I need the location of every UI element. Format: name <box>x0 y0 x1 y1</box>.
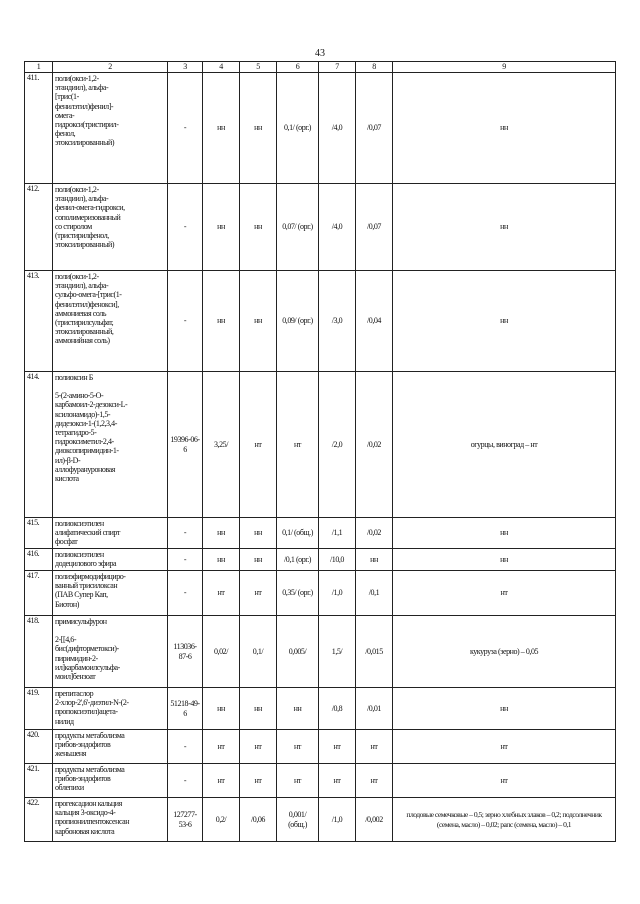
substance-name-line: женьшеня <box>55 749 86 759</box>
substance-name-line: пропоксиэтил)ацета- <box>55 707 118 717</box>
col9-value: нн <box>393 73 616 184</box>
col5-value: нн <box>240 271 277 372</box>
substance-name-line: моил]бензоат <box>55 672 96 682</box>
col4-value: нт <box>203 571 240 616</box>
substance-name-line: продукты метаболизма <box>55 765 125 774</box>
col8-value: /0,07 <box>356 184 393 271</box>
col-header-1: 1 <box>25 62 53 73</box>
substance-name-line <box>55 382 165 391</box>
col-header-6: 6 <box>277 62 319 73</box>
col-header-9: 9 <box>393 62 616 73</box>
col-header-7: 7 <box>319 62 356 73</box>
substance-name-line: алифатический спирт <box>55 528 120 538</box>
row-number: 413. <box>25 271 53 372</box>
col7-value: /10,0 <box>319 549 356 571</box>
row-number: 416. <box>25 549 53 571</box>
substance-name-line: поли(окси-1,2- <box>55 74 99 83</box>
substance-name-line: сополимеризованный <box>55 212 121 222</box>
substance-name-line: бис(дифторметокси)- <box>55 644 119 654</box>
cas-number: - <box>168 764 203 798</box>
substance-name <box>53 184 168 271</box>
substance-name-line: дидезокси-1-(1,2,3,4- <box>55 418 117 428</box>
substance-name-line: аммониевая соль <box>55 308 107 318</box>
substance-name-line: прогексадион кальция <box>55 799 122 808</box>
substance-name-line: карбамоил-2-дезокси-L- <box>55 400 128 410</box>
substance-name <box>53 571 168 616</box>
substance-name-line <box>55 626 165 635</box>
table-row <box>25 73 616 184</box>
col4-value: нн <box>203 518 240 549</box>
substance-name-line: грибов-эндофитов <box>55 774 111 784</box>
substance-name-line: фенилэтил)фенокси], <box>55 299 119 309</box>
substance-name-line: ил]карбамоилсульфа- <box>55 662 120 672</box>
col5-value: нн <box>240 73 277 184</box>
col6-value: 0,001/ (общ.) <box>277 798 319 842</box>
col4-value: нн <box>203 271 240 372</box>
col8-value: /0,015 <box>356 616 393 688</box>
col6-value: 0,1/ (общ.) <box>277 518 319 549</box>
col5-value: нн <box>240 688 277 730</box>
table-row <box>25 271 616 372</box>
table-row <box>25 688 616 730</box>
col8-value: /0,07 <box>356 73 393 184</box>
substance-name-line: пиримидин-2- <box>55 653 98 663</box>
substance-name-line: ксилонамидо)-1,5- <box>55 409 111 419</box>
substance-name <box>53 688 168 730</box>
cas-number: - <box>168 73 203 184</box>
substance-name-line: аммонийная соль) <box>55 336 110 346</box>
substance-name-line: облепихи <box>55 783 84 793</box>
col4-value: нн <box>203 549 240 571</box>
cas-number: - <box>168 549 203 571</box>
col6-value: 0,07/ (орг.) <box>277 184 319 271</box>
col8-value: нт <box>356 764 393 798</box>
substance-name <box>53 518 168 549</box>
col9-value: огурцы, виноград – нт <box>393 372 616 518</box>
cas-number: - <box>168 518 203 549</box>
col5-value: нн <box>240 549 277 571</box>
substance-name-line: фенол, <box>55 129 76 139</box>
substance-name-line: продукты метаболизма <box>55 731 125 740</box>
row-number: 422. <box>25 798 53 842</box>
cas-number: 19396-06-6 <box>168 372 203 518</box>
substance-name-line: полиэфирмодифициро- <box>55 572 126 581</box>
substance-name-line: гидрокси(тристирил- <box>55 120 119 130</box>
cas-number: 51218-49-6 <box>168 688 203 730</box>
row-number: 420. <box>25 730 53 764</box>
table-row <box>25 549 616 571</box>
substance-name-line: поли(окси-1,2- <box>55 272 99 281</box>
substance-name-line: этандиил), альфа- <box>55 281 109 291</box>
substance-name-line: фенил-омега-гидрокси, <box>55 203 125 213</box>
table-row <box>25 616 616 688</box>
col7-value: 1,5/ <box>319 616 356 688</box>
col4-value: 0,2/ <box>203 798 240 842</box>
substance-name-line: нилид <box>55 716 74 726</box>
table-row <box>25 518 616 549</box>
substance-name <box>53 798 168 842</box>
col-header-8: 8 <box>356 62 393 73</box>
substance-name-line: аллофурануроновая <box>55 464 115 474</box>
col9-value: кукуруза (зерно) – 0,05 <box>393 616 616 688</box>
col5-value: нт <box>240 571 277 616</box>
col7-value: /2,0 <box>319 372 356 518</box>
col7-value: /4,0 <box>319 184 356 271</box>
substance-name-line: этоксилированный, <box>55 327 114 337</box>
col9-value: нт <box>393 571 616 616</box>
substance-name <box>53 372 168 518</box>
substance-name-line: со стиролом <box>55 221 92 231</box>
col5-value: 0,1/ <box>240 616 277 688</box>
table-row <box>25 184 616 271</box>
col9-value: нн <box>393 688 616 730</box>
col9-value: плодовые семечковые – 0,5; зерно хлебных злаков – 0,2; подсолнечник (семена, масло) – 0,02; рапс (семена, масло) – 0,1 <box>393 798 616 842</box>
substance-name-line: диоксопиримидин-1- <box>55 446 119 456</box>
col7-value: нт <box>319 764 356 798</box>
col4-value: нт <box>203 730 240 764</box>
row-number: 414. <box>25 372 53 518</box>
substance-name <box>53 271 168 372</box>
row-number: 418. <box>25 616 53 688</box>
col4-value: нт <box>203 764 240 798</box>
col6-value: нт <box>277 764 319 798</box>
col8-value: /0,1 <box>356 571 393 616</box>
substance-name-line: кислота <box>55 474 79 484</box>
col6-value: 0,1/ (орг.) <box>277 73 319 184</box>
row-number: 421. <box>25 764 53 798</box>
cas-number: - <box>168 730 203 764</box>
col7-value: /3,0 <box>319 271 356 372</box>
col6-value: 0,005/ <box>277 616 319 688</box>
substance-name-line: примисульфурон <box>55 617 107 626</box>
substance-name-line: карбоновая кислота <box>55 826 115 836</box>
col8-value: /0,04 <box>356 271 393 372</box>
cas-number: - <box>168 184 203 271</box>
col5-value: нн <box>240 518 277 549</box>
substance-name-line: полиоксиэтилен <box>55 550 104 559</box>
table-row <box>25 730 616 764</box>
substance-name-line: грибов-эндофитов <box>55 740 111 750</box>
col7-value: /0,8 <box>319 688 356 730</box>
col9-value: нн <box>393 518 616 549</box>
col4-value: 0,02/ <box>203 616 240 688</box>
row-number: 419. <box>25 688 53 730</box>
substance-name-line: тетрагидро-5- <box>55 428 97 438</box>
col-header-2: 2 <box>53 62 168 73</box>
col-header-3: 3 <box>168 62 203 73</box>
substance-name-line: кальция 3-оксидо-4- <box>55 808 116 818</box>
substance-name-line: 5-(2-амино-5-О- <box>55 391 104 401</box>
substance-name-line: фенилэтил)фенил]- <box>55 101 114 111</box>
row-number: 415. <box>25 518 53 549</box>
col8-value: /0,02 <box>356 372 393 518</box>
col5-value: нн <box>240 184 277 271</box>
substance-name-line: ванный трисилоксан <box>55 581 118 591</box>
col5-value: нт <box>240 730 277 764</box>
col9-value: нт <box>393 764 616 798</box>
substance-name-line: 2-[[4,6- <box>55 635 77 645</box>
col4-value: нн <box>203 184 240 271</box>
col9-value: нт <box>393 730 616 764</box>
col6-value: 0,35/ (орг.) <box>277 571 319 616</box>
col6-value: нт <box>277 730 319 764</box>
cas-number: 127277-53-6 <box>168 798 203 842</box>
col8-value: /0,01 <box>356 688 393 730</box>
table-row <box>25 764 616 798</box>
col8-value: нт <box>356 730 393 764</box>
col7-value: /1,0 <box>319 571 356 616</box>
col-header-5: 5 <box>240 62 277 73</box>
table-row <box>25 798 616 842</box>
col6-value: нт <box>277 372 319 518</box>
table-row <box>25 571 616 616</box>
substance-name-line: додецилового эфира <box>55 559 117 569</box>
col9-value: нн <box>393 184 616 271</box>
substance-name <box>53 549 168 571</box>
substance-name-line: сульфо-омега-[трис(1- <box>55 290 122 300</box>
substance-name-line: этоксилированный) <box>55 240 115 250</box>
substance-name-line: [трис(1- <box>55 92 79 102</box>
col4-value: нн <box>203 73 240 184</box>
col9-value: нн <box>393 271 616 372</box>
cas-number: 113036-87-6 <box>168 616 203 688</box>
substance-name <box>53 730 168 764</box>
col5-value: нт <box>240 372 277 518</box>
col-header-4: 4 <box>203 62 240 73</box>
substance-name-line: полиоксин Б <box>55 373 93 382</box>
col5-value: нт <box>240 764 277 798</box>
col8-value: нн <box>356 549 393 571</box>
substance-name-line: (тристирилфенол, <box>55 231 109 241</box>
col8-value: /0,002 <box>356 798 393 842</box>
substance-name-line: полиоксиэтилен <box>55 519 104 528</box>
col9-value: нн <box>393 549 616 571</box>
cas-number: - <box>168 571 203 616</box>
substance-name-line: Биотон) <box>55 599 79 609</box>
substance-name-line: (тристирилсульфат, <box>55 318 114 328</box>
substance-name-line: ил)-β-D- <box>55 455 81 465</box>
substance-name <box>53 73 168 184</box>
col7-value: нт <box>319 730 356 764</box>
col8-value: /0,02 <box>356 518 393 549</box>
substance-name-line: фосфат <box>55 537 78 547</box>
col6-value: нн <box>277 688 319 730</box>
col6-value: /0,1 (орг.) <box>277 549 319 571</box>
col7-value: /4,0 <box>319 73 356 184</box>
col7-value: /1,1 <box>319 518 356 549</box>
col7-value: /1,0 <box>319 798 356 842</box>
substance-name <box>53 616 168 688</box>
col5-value: /0,06 <box>240 798 277 842</box>
row-number: 412. <box>25 184 53 271</box>
col4-value: нн <box>203 688 240 730</box>
table-row <box>25 372 616 518</box>
row-number: 411. <box>25 73 53 184</box>
substance-name-line: этандиил), альфа- <box>55 194 109 204</box>
substance-name-line: 2-хлор-2',6'-диэтил-N-(2- <box>55 698 129 708</box>
hygienic-standards-table <box>24 61 616 842</box>
substance-name-line: пропионилпентоксенсан <box>55 817 130 827</box>
substance-name-line: этоксилированный) <box>55 138 115 148</box>
substance-name-line: поли(окси-1,2- <box>55 185 99 194</box>
header-row <box>25 62 616 73</box>
substance-name-line: препитаслор <box>55 689 94 698</box>
row-number: 417. <box>25 571 53 616</box>
substance-name-line: (ПАВ Супер Кап, <box>55 590 108 600</box>
page-number: 43 <box>315 48 325 59</box>
substance-name <box>53 764 168 798</box>
cas-number: - <box>168 271 203 372</box>
substance-name-line: этандиил), альфа- <box>55 83 109 93</box>
col6-value: 0,09/ (орг.) <box>277 271 319 372</box>
col4-value: 3,25/ <box>203 372 240 518</box>
substance-name-line: омега- <box>55 110 75 120</box>
substance-name-line: гидроксиметил-2,4- <box>55 437 114 447</box>
